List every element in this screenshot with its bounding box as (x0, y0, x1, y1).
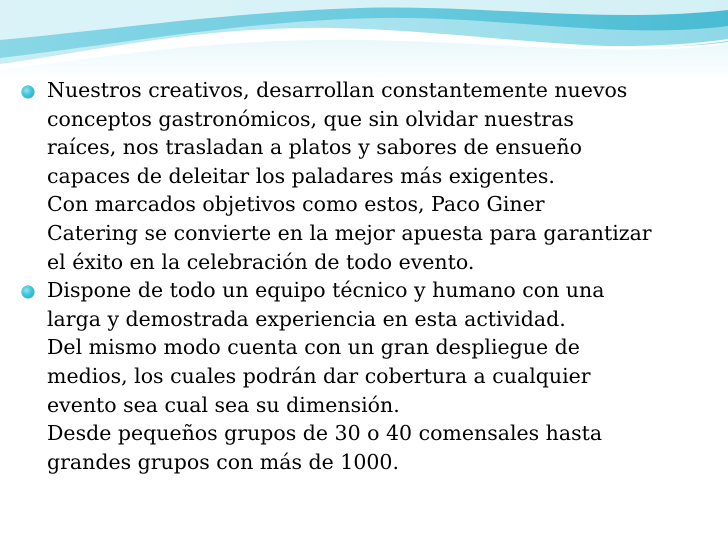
bullet-2-line-7: grandes grupos con más de 1000. (47, 449, 399, 474)
bullet-item-2 (22, 276, 712, 476)
bullet-1-line-2: conceptos gastronómicos, que sin olvidar nuestras (47, 106, 574, 131)
bullet-1-line-6: Catering se convierte en la mejor apuesta para garantizar (47, 220, 652, 245)
bullet-1-line-1: Nuestros creativos, desarrollan constantemente nuevos (47, 78, 628, 102)
bullet-1-line-4: capaces de deleitar los paladares más exigentes. (47, 163, 555, 188)
bullet-2-line-6: Desde pequeños grupos de 30 o 40 comensales hasta (47, 421, 603, 446)
wave-header-decoration (0, 0, 728, 82)
slide-body (22, 76, 712, 476)
bullet-item-1 (22, 76, 712, 276)
bullet-2-line-4: medios, los cuales podrán dar cobertura a cualquier (47, 363, 591, 388)
bullet-1-line-3: raíces, nos trasladan a platos y sabores de ensueño (47, 135, 582, 160)
bullet-2-line-2: larga y demostrada experiencia en esta actividad. (47, 306, 566, 331)
bullet-1-line-5: Con marcados objetivos como estos, Paco Giner (47, 192, 545, 217)
bullet-2-line-5: evento sea cual sea su dimensión. (47, 392, 400, 417)
bullet-2-line-3: Del mismo modo cuenta con un gran despliegue de (47, 335, 580, 360)
bullet-1-line-7: el éxito en la celebración de todo evento. (47, 249, 475, 274)
bullet-2-line-1: Dispone de todo un equipo técnico y humano con una (47, 278, 605, 303)
bullet-dot-icon (22, 86, 34, 98)
bullet-dot-icon (22, 286, 34, 298)
